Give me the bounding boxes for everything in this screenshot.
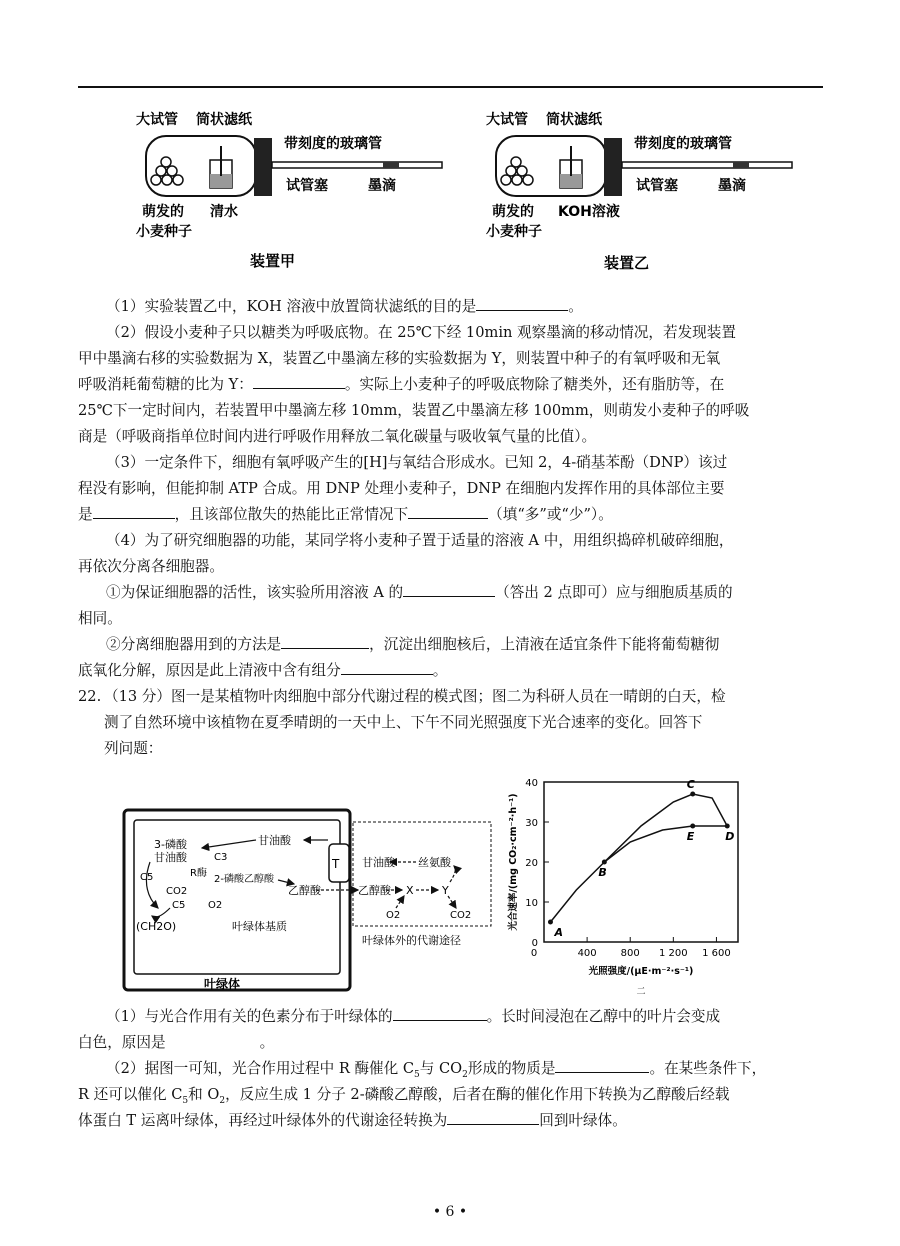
q21-part2-line1: （2）假设小麦种子只以糖类为呼吸底物。在 25℃下经 10min 观察墨滴的移动情况，若发现装置 — [106, 324, 736, 341]
answer-blank[interactable] — [555, 1056, 649, 1073]
answer-blank[interactable] — [253, 372, 345, 389]
q21-part2-line5: 商是（呼吸商指单位时间内进行呼吸作用释放二氧化碳量与吸收氧气量的比值）。 — [78, 428, 597, 445]
q22-intro-line1: （13 分）图一是某植物叶肉细胞中部分代谢过程的模式图；图二为科研人员在一晴朗的白天，检 — [104, 688, 726, 705]
node-glycerate-in: 甘油酸 — [258, 834, 291, 847]
y-tick-label: 30 — [525, 818, 538, 829]
label-liquid: 清水 — [210, 204, 238, 220]
point-label-E: E — [686, 830, 695, 843]
label-filter-paper: 筒状滤纸 — [196, 112, 252, 128]
node-pga-1: 3-磷酸 — [154, 838, 187, 851]
y-axis-label: 光合速率/(mg CO₂·cm⁻²·h⁻¹) — [508, 793, 519, 931]
metabolism-diagram — [118, 770, 498, 1000]
apparatus-figure — [78, 96, 823, 276]
q22-part2-line1: （2）据图一可知，光合作用过程中 R 酶催化 $C_5$与 $CO_2$形成的物质是 。在某些条件下， — [78, 1056, 823, 1088]
node-o2-out: O2 — [386, 910, 401, 921]
q21-part3-line3: 是 ，且该部位散失的热能比正常情况下 （填“多”或“少”）。 — [78, 502, 823, 528]
label-stopper: 试管塞 — [286, 178, 328, 194]
node-x: X — [406, 884, 414, 897]
answer-blank[interactable] — [393, 1004, 487, 1021]
q21-part1: （1）实验装置乙中，KOH 溶液中放置筒状滤纸的目的是 。 — [78, 294, 823, 320]
point-C — [690, 792, 695, 797]
q21-part4a-line1: ①为保证细胞器的活性，该实验所用溶液 A 的 （答出 2 点即可）应与细胞质基质的 — [78, 580, 823, 606]
label-seeds-1: 萌发的 — [142, 204, 184, 220]
node-c3: C3 — [214, 852, 228, 863]
answer-blank[interactable] — [447, 1108, 539, 1125]
point-label-B: B — [598, 866, 607, 879]
node-2pg: 2-磷酸乙醇酸 — [214, 874, 274, 885]
q22-intro-line3: 列问题： — [104, 740, 163, 757]
figure-2-label: 二 — [636, 987, 646, 997]
point-label-D: D — [725, 830, 735, 843]
x-tick-label: 1 200 — [659, 948, 688, 959]
arrow — [202, 840, 256, 848]
point-E — [690, 824, 695, 829]
q21-part4a-line2: 相同。 — [78, 610, 122, 627]
page-number: • 6 • — [432, 1204, 468, 1220]
caption-apparatus-a: 装置甲 — [250, 252, 296, 270]
answer-blank[interactable] — [281, 632, 369, 649]
node-glycerate-out: 甘油酸 — [362, 856, 395, 869]
node-r-enzyme: R酶 — [190, 868, 207, 879]
node-pga-2: 甘油酸 — [154, 851, 187, 864]
q22-number: 22. — [78, 688, 102, 705]
answer-blank[interactable] — [93, 502, 175, 519]
q21-part3-line1: （3）一定条件下，细胞有氧呼吸产生的[H]与氧结合形成水。已知 2，4-硝基苯酚（DNP）该过 — [106, 454, 728, 471]
label-glass-tube: 带刻度的玻璃管 — [634, 136, 732, 152]
node-glycolate-in: 乙醇酸 — [288, 884, 321, 897]
node-serine: 丝氨酸 — [418, 856, 451, 869]
y-tick-label: 40 — [525, 778, 538, 789]
label-ink-drop: 墨滴 — [718, 178, 746, 194]
label-glass-tube: 带刻度的玻璃管 — [284, 136, 382, 152]
caption-apparatus-b: 装置乙 — [604, 254, 650, 272]
node-glycolate-out: 乙醇酸 — [358, 884, 391, 897]
arrow — [396, 896, 404, 908]
q21-part2-line2: 甲中墨滴右移的实验数据为 X，装置乙中墨滴左移的实验数据为 Y，则装置中种子的有氧呼吸和无氧 — [78, 350, 721, 367]
q21-part4-line1: （4）为了研究细胞器的功能，某同学将小麦种子置于适量的溶液 A 中，用组织捣碎机破碎细胞， — [106, 532, 734, 549]
plot-frame — [544, 782, 738, 942]
label-big-tube: 大试管 — [136, 112, 178, 128]
series-line-上午 — [551, 794, 728, 922]
arrow — [278, 880, 294, 884]
y-tick-label: 10 — [525, 898, 538, 909]
node-co2-out: CO2 — [450, 910, 472, 921]
apparatus-left — [136, 111, 442, 270]
label-liquid: KOH溶液 — [558, 204, 620, 220]
label-seeds-2: 小麦种子 — [486, 224, 542, 240]
label-stopper: 试管塞 — [636, 178, 678, 194]
q21-part4b-line1: ②分离细胞器用到的方法是 ，沉淀出细胞核后，上清液在适宜条件下能将葡萄糖彻 — [78, 632, 823, 658]
answer-blank[interactable] — [476, 294, 568, 311]
point-A — [548, 920, 553, 925]
point-label-A: A — [554, 926, 563, 939]
point-label-C: C — [686, 778, 695, 791]
q21-part2-line4: 25℃下一定时间内，若装置甲中墨滴左移 10mm，装置乙中墨滴左移 100mm，则萌发小麦种子的呼吸 — [78, 402, 750, 419]
label-outside-pathway: 叶绿体外的代谢途径 — [362, 934, 461, 947]
label-big-tube: 大试管 — [486, 112, 528, 128]
node-o2: O2 — [208, 900, 223, 911]
label-filter-paper: 筒状滤纸 — [546, 112, 602, 128]
q21-part2-line3: 呼吸消耗葡萄糖的比为 Y： 。实际上小麦种子的呼吸底物除了糖类外，还有脂肪等，在 — [78, 372, 823, 398]
node-c5: C5 — [172, 900, 186, 911]
origin-label: 0 — [530, 948, 538, 959]
arrow — [152, 908, 170, 917]
q22-intro-line2: 测了自然环境中该植物在夏季晴朗的一天中上、下午不同光照强度下光合速率的变化。回答下 — [104, 714, 703, 731]
x-tick-label: 400 — [577, 948, 597, 959]
x-axis-label: 光照强度/(μE·m⁻²·s⁻¹) — [588, 966, 694, 977]
node-y: Y — [442, 884, 449, 897]
node-co2: CO2 — [166, 886, 188, 897]
arrow — [448, 896, 456, 908]
node-ch2o: (CH2O) — [136, 920, 177, 933]
answer-blank[interactable] — [403, 580, 495, 597]
label-stroma: 叶绿体基质 — [232, 920, 287, 933]
answer-blank[interactable] — [341, 658, 433, 675]
q21-part4-line2: 再依次分离各细胞器。 — [78, 558, 224, 575]
answer-blank[interactable] — [408, 502, 488, 519]
point-B — [602, 860, 607, 865]
x-tick-label: 1 600 — [702, 948, 731, 959]
q21-part4b-line2: 底氧化分解，原因是此上清液中含有组分 。 — [78, 658, 823, 684]
label-seeds-2: 小麦种子 — [136, 224, 192, 240]
q22-part1-line1: （1）与光合作用有关的色素分布于叶绿体的 。长时间浸泡在乙醇中的叶片会变成 — [78, 1004, 823, 1030]
y-tick-label: 20 — [525, 858, 538, 869]
light-response-chart — [500, 770, 750, 1000]
point-D — [725, 824, 730, 829]
y-tick-label: 0 — [531, 938, 538, 949]
q22-part1-line2: 白色，原因是 。 — [78, 1034, 275, 1051]
header-rule — [78, 86, 823, 88]
transporter-t: T — [332, 857, 340, 871]
label-chloroplast: 叶绿体 — [204, 977, 241, 991]
arrow — [146, 862, 158, 908]
apparatus-right — [486, 111, 792, 272]
label-ink-drop: 墨滴 — [368, 178, 396, 194]
q22-part2-line2: R 还可以催化 $C_5$和 $O_2$，反应生成 1 分子 2-磷酸乙醇酸，后者在酶的催化作用下转换为乙醇酸后经载 — [78, 1086, 730, 1106]
node-c5-left: C5 — [140, 872, 154, 883]
label-seeds-1: 萌发的 — [492, 204, 534, 220]
x-tick-label: 800 — [620, 948, 640, 959]
q22-part2-line3: 体蛋白 T 运离叶绿体，再经过叶绿体外的代谢途径转换为 回到叶绿体。 — [78, 1108, 823, 1134]
q21-part3-line2: 程没有影响，但能抑制 ATP 合成。用 DNP 处理小麦种子，DNP 在细胞内发挥作用的具体部位主要 — [78, 480, 725, 497]
